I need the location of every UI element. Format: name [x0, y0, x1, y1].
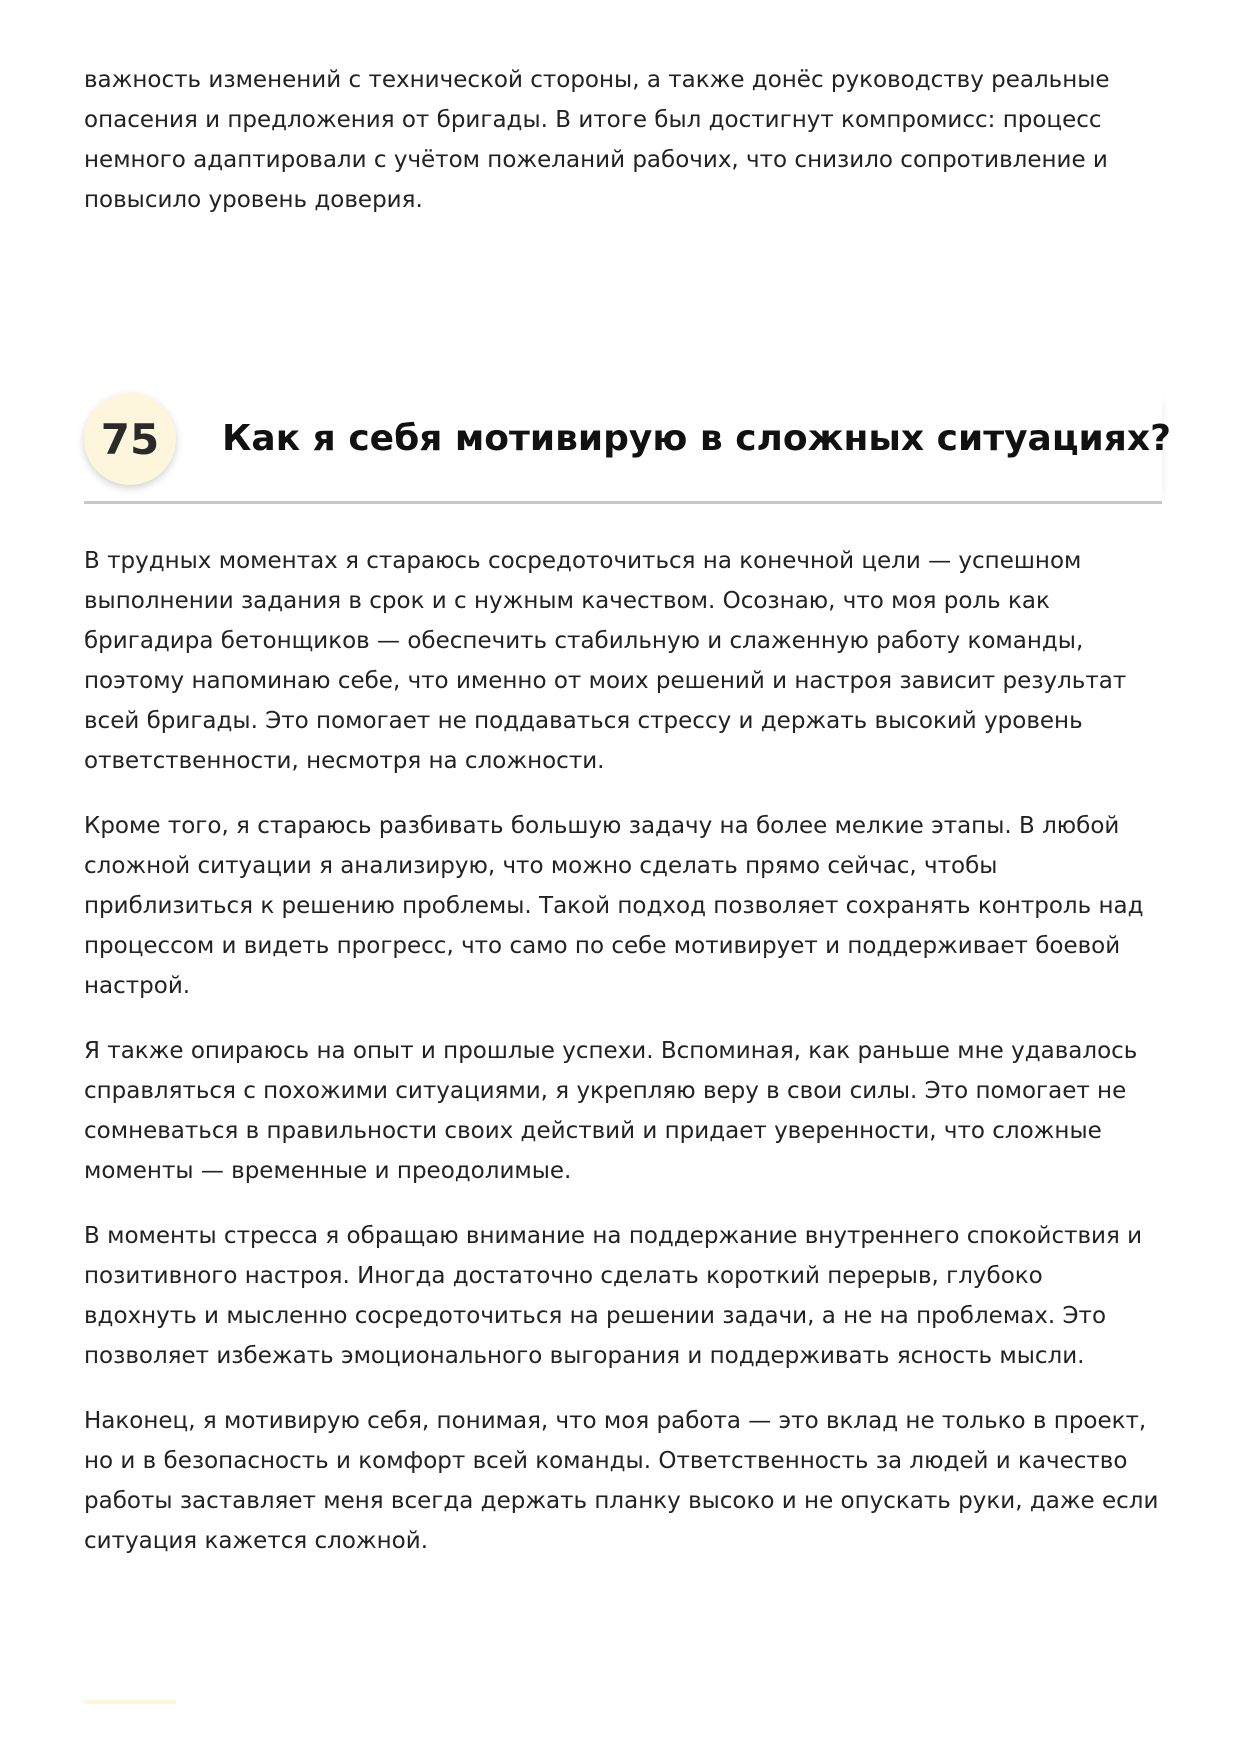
question-title: Как я себя мотивирую в сложных ситуациях? — [222, 418, 1171, 459]
question-number-badge: 75 — [84, 393, 176, 485]
lead-paragraph-text: важность изменений с технической стороны, а также донёс руководству реальные опасения и предложения от бригады. В итоге был достигнут компромисс: процесс немного адаптировали с учётом пожеланий рабочих, что снизило сопротивление и повысило уровень доверия. — [84, 67, 1110, 213]
answer-body — [84, 541, 1162, 1586]
question-header — [84, 393, 1171, 504]
footer-decoration — [84, 1700, 176, 1704]
answer-paragraph-4: В моменты стресса я обращаю внимание на поддержание внутреннего спокойствия и позитивного настроя. Иногда достаточно сделать короткий перерыв, глубоко вдохнуть и мысленно сосредоточиться на решении задачи, а не на проблемах. Это позволяет избежать эмоционального выгорания и поддерживать ясность мысли. — [84, 1223, 1143, 1369]
answer-paragraph-1: В трудных моментах я стараюсь сосредоточиться на конечной цели — успешном выполнении задания в срок и с нужным качеством. Осознаю, что моя роль как бригадира бетонщиков — обеспечить стабильную и слаженную работу команды, поэтому напоминаю себе, что именно от моих решений и настроя зависит результат всей бригады. Это помогает не поддаваться стрессу и держать высокий уровень ответственности, несмотря на сложности. — [84, 548, 1127, 774]
answer-paragraph-3: Я также опираюсь на опыт и прошлые успехи. Вспоминая, как раньше мне удавалось справляться с похожими ситуациями, я укрепляю веру в свои силы. Это помогает не сомневаться в правильности своих действий и придает уверенности, что сложные моменты — временные и преодолимые. — [84, 1038, 1138, 1184]
previous-answer-continuation — [84, 60, 1162, 220]
answer-paragraph-5: Наконец, я мотивирую себя, понимая, что моя работа — это вклад не только в проект, но и в безопасность и комфорт всей команды. Ответственность за людей и качество работы заставляет меня всегда держать планку высоко и не опускать руки, даже если ситуация кажется сложной. — [84, 1408, 1159, 1554]
answer-paragraph-2: Кроме того, я стараюсь разбивать большую задачу на более мелкие этапы. В любой сложной ситуации я анализирую, что можно сделать прямо сейчас, чтобы приблизиться к решению проблемы. Такой подход позволяет сохранять контроль над процессом и видеть прогресс, что само по себе мотивирует и поддерживает боевой настрой. — [84, 813, 1144, 999]
